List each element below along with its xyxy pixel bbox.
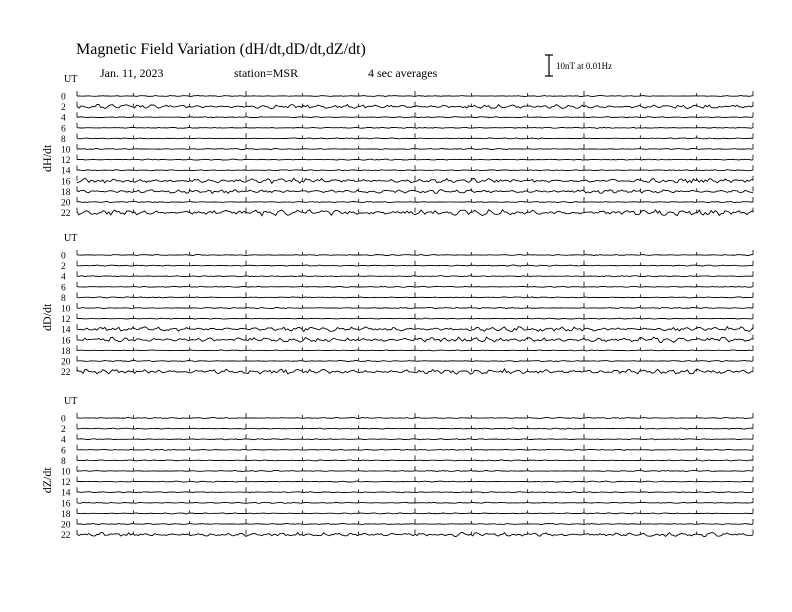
- hour-label: 18: [61, 509, 71, 520]
- hour-label: 10: [61, 467, 71, 478]
- ut-axis-label: UT: [64, 396, 78, 407]
- hour-label: 0: [61, 414, 66, 425]
- hour-label: 2: [61, 262, 66, 273]
- hour-label: 0: [61, 251, 66, 262]
- hour-label: 10: [61, 145, 71, 156]
- station-label: station=MSR: [234, 66, 299, 80]
- panels-layer: [40, 74, 753, 541]
- hour-label: 0: [61, 92, 66, 103]
- hour-label: 8: [61, 134, 66, 145]
- averaging-label: 4 sec averages: [368, 66, 438, 80]
- hour-label: 22: [61, 368, 71, 379]
- hour-label: 6: [61, 446, 66, 457]
- hour-label: 18: [61, 187, 71, 198]
- hour-label: 4: [61, 272, 66, 283]
- hour-label: 2: [61, 103, 66, 114]
- date-label: Jan. 11, 2023: [100, 66, 164, 80]
- ut-axis-label: UT: [64, 233, 78, 244]
- hour-label: 2: [61, 425, 66, 436]
- panel-dD-dt: [40, 233, 753, 378]
- hour-label: 4: [61, 113, 66, 124]
- hour-label: 6: [61, 283, 66, 294]
- panel-ylabel: dD/dt: [40, 303, 54, 331]
- hour-label: 22: [61, 209, 71, 220]
- scale-bar: [545, 55, 553, 76]
- hour-label: 10: [61, 304, 71, 315]
- panel-ylabel: dZ/dt: [40, 467, 54, 494]
- hour-label: 16: [61, 499, 71, 510]
- panel-dZ-dt: [40, 396, 753, 541]
- panel-ylabel: dH/dt: [40, 144, 54, 172]
- hour-label: 12: [61, 156, 71, 167]
- hour-label: 20: [61, 520, 71, 531]
- hour-label: 18: [61, 346, 71, 357]
- hour-label: 12: [61, 478, 71, 489]
- panel-dH-dt: [40, 74, 753, 219]
- hour-label: 20: [61, 357, 71, 368]
- hour-label: 6: [61, 124, 66, 135]
- hour-label: 22: [61, 531, 71, 542]
- hour-label: 20: [61, 198, 71, 209]
- chart-title: Magnetic Field Variation (dH/dt,dD/dt,dZ/dt): [76, 41, 366, 58]
- hour-label: 12: [61, 315, 71, 326]
- hour-label: 14: [61, 488, 71, 499]
- hour-label: 14: [61, 166, 71, 177]
- hour-label: 16: [61, 177, 71, 188]
- scale-bar-label: 10nT at 0.01Hz: [556, 61, 613, 71]
- hour-label: 8: [61, 293, 66, 304]
- hour-label: 14: [61, 325, 71, 336]
- hour-label: 8: [61, 456, 66, 467]
- hour-label: 4: [61, 435, 66, 446]
- hour-label: 16: [61, 336, 71, 347]
- ut-axis-label: UT: [64, 74, 78, 85]
